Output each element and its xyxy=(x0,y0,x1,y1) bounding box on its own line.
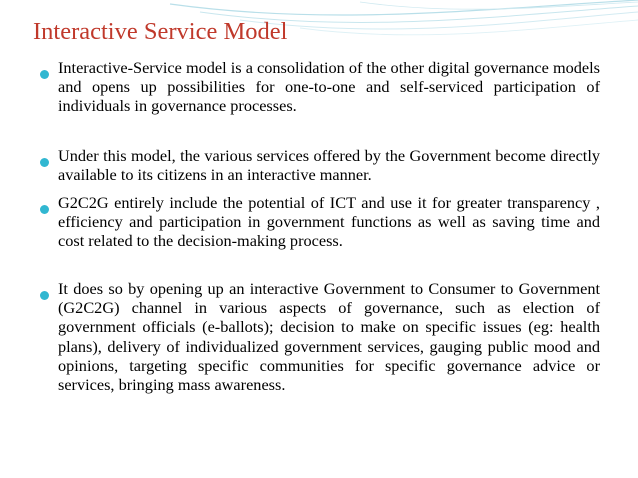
bullet-dot-icon xyxy=(40,205,49,214)
bullet-text: It does so by opening up an interactive Government to Consumer to Government (G2C2G) channel in various aspects of governance, such as election of government officials (e-ballots); decision to make on specific issues (eg: health plans), delivery of individualized government services, gauging public mood and opinions, targeting specific communities for specific governance advice or services, bringing mass awareness. xyxy=(58,279,600,395)
slide-title: Interactive Service Model xyxy=(33,18,288,45)
bullet-text: G2C2G entirely include the potential of ICT and use it for greater transparency , efficiency and participation in government functions as well as saving time and cost related to the decision-making process. xyxy=(58,193,600,251)
bullet-dot-icon xyxy=(40,158,49,167)
bullet-dot-icon xyxy=(40,70,49,79)
bullet-text: Under this model, the various services offered by the Government become directly available to its citizens in an interactive manner. xyxy=(58,146,600,185)
bullet-text: Interactive-Service model is a consolidation of the other digital governance models and opens up possibilities for one-to-one and self-serviced participation of individuals in governance processes. xyxy=(58,58,600,116)
bullet-dot-icon xyxy=(40,291,49,300)
